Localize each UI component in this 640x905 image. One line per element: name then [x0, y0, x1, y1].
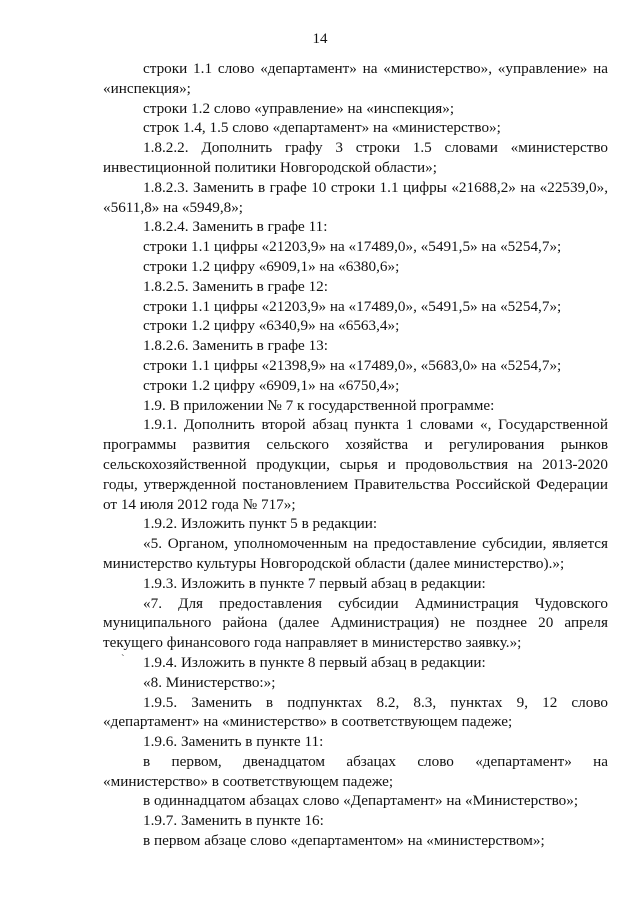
paragraph: 1.9. В приложении № 7 к государственной программе: [143, 396, 495, 414]
paragraph: 1.9.2. Изложить пункт 5 в редакции: [143, 515, 378, 533]
paragraph: 1.8.2.3. Заменить в графе 10 строки 1.1 цифры «21688,2» на «22539,0», «5611,8» на «5949,8»; [103, 178, 608, 216]
paragraph: 1.9.3. Изложить в пункте 7 первый абзац в редакции: [143, 574, 486, 592]
paragraph: 1.8.2.6. Заменить в графе 13: [143, 337, 328, 355]
paragraph: строки 1.2 слово «управление» на «инспекция»; [143, 99, 455, 117]
paragraph: 1.8.2.4. Заменить в графе 11: [143, 218, 328, 236]
paragraph: в первом абзаце слово «департаментом» на «министерством»; [143, 832, 545, 850]
paragraph: «5. Органом, уполномоченным на предоставление субсидии, является министерство культуры Новгородской области (далее министерство).»; [103, 535, 608, 572]
paragraph: 1.9.1. Дополнить второй абзац пункта 1 словами «, Государственной программы развития сельского хозяйства и регулирования рынков сельскохозяйственной продукции, сырья и продовольствия на 2013-2020 годы, утвержденной постановлением Правительства Российской Федерации от 14 июля 2012 года № 717»; [103, 416, 608, 513]
paragraph: строки 1.2 цифру «6909,1» на «6380,6»; [143, 257, 400, 275]
paragraph: строки 1.1 цифры «21203,9» на «17489,0», «5491,5» на «5254,7»; [143, 238, 562, 256]
paragraph: строки 1.2 цифру «6340,9» на «6563,4»; [143, 317, 400, 335]
paragraph: строки 1.1 слово «департамент» на «министерство», «управление» на «инспекция»; [103, 60, 608, 97]
paragraph: 1.9.7. Заменить в пункте 16: [143, 812, 324, 830]
paragraph: «8. Министерство:»; [143, 673, 276, 691]
paragraph: 1.8.2.2. Дополнить графу 3 строки 1.5 словами «министерство инвестиционной политики Новгородской области»; [103, 139, 608, 176]
document-body [103, 59, 608, 851]
paragraph: строки 1.1 цифры «21203,9» на «17489,0», «5491,5» на «5254,7»; [143, 297, 562, 315]
page-number: 14 [312, 31, 328, 47]
paragraph: 1.8.2.5. Заменить в графе 12: [143, 277, 328, 295]
paragraph: в одиннадцатом абзацах слово «Департамент» на «Министерство»; [143, 792, 579, 810]
paragraph: 1.9.5. Заменить в подпунктах 8.2, 8.3, пунктах 9, 12 слово «департамент» на «министерство» в соответствующем падеже; [103, 693, 608, 731]
paragraph: строки 1.1 цифры «21398,9» на «17489,0», «5683,0» на «5254,7»; [143, 356, 562, 374]
paragraph: «7. Для предоставления субсидии Администрация Чудовского муниципального района (далее Администрация) не позднее 20 апреля текущего финансового года направляет в министерство заявку.»; [103, 594, 608, 652]
paragraph: 1.9.6. Заменить в пункте 11: [143, 733, 324, 751]
paragraph: строк 1.4, 1.5 слово «департамент» на «министерство»; [143, 119, 501, 137]
scan-mark: ` [121, 653, 125, 665]
paragraph: строки 1.2 цифру «6909,1» на «6750,4»; [143, 376, 400, 394]
paragraph: в первом, двенадцатом абзацах слово «департамент» на «министерство» в соответствующем падеже; [103, 752, 608, 790]
paragraph: 1.9.4. Изложить в пункте 8 первый абзац в редакции: [143, 653, 486, 671]
